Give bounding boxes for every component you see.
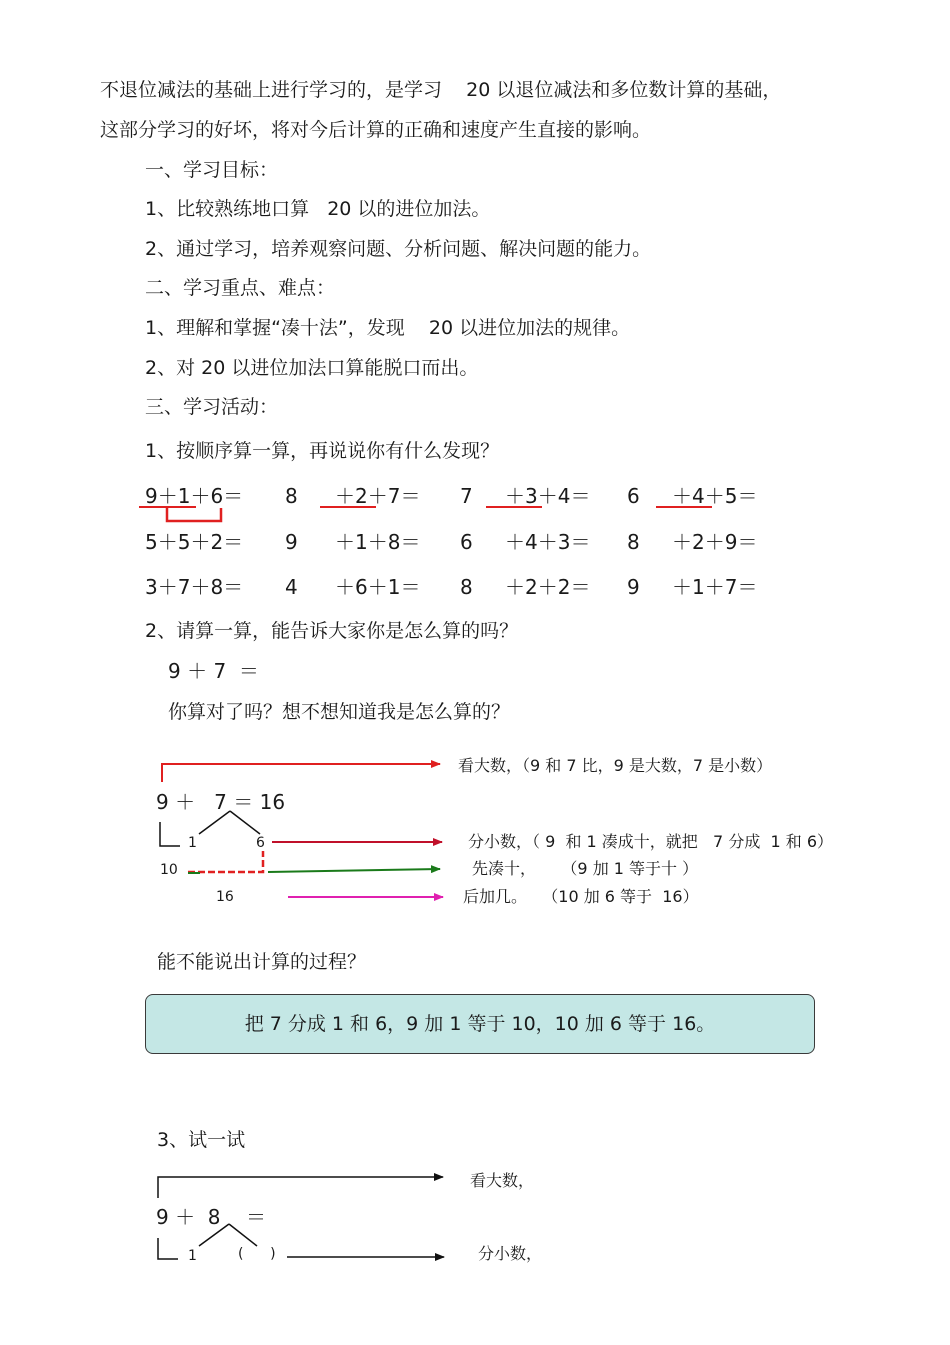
- note-add-rest: 后加几。 （10 加 6 等于 16）: [463, 887, 699, 906]
- exercise-rest: ＋6＋1＝: [335, 575, 421, 599]
- diagram-equation: 9 ＋ 7 ＝ 16: [156, 790, 286, 814]
- keypoint-item-2: 2、对 20 以进位加法口算能脱口而出。: [145, 357, 479, 379]
- keypoint-item-1: 1、理解和掌握“凑十法”，发现 20 以进位加法的规律。: [145, 317, 631, 339]
- exercise-rest: ＋4＋3＝: [505, 530, 591, 554]
- diagram-2-lines: [158, 1177, 444, 1259]
- activity-2-prompt: 2、请算一算，能告诉大家你是怎么算的吗？: [145, 620, 519, 642]
- goal-item-1: 1、比较熟练地口算 20 以的进位加法。: [145, 198, 491, 220]
- activity-3-prompt: 3、试一试: [157, 1129, 246, 1151]
- process-question: 能不能说出计算的过程？: [157, 951, 367, 973]
- diagram-ten: 10: [160, 862, 178, 878]
- intro-line-1: 不退位减法的基础上进行学习的，是学习 20 以退位减法和多位数计算的基础，: [100, 79, 782, 101]
- summary-text: 把 7 分成 1 和 6，9 加 1 等于 10，10 加 6 等于 16。: [244, 1013, 716, 1035]
- exercise-rest: ＋2＋7＝: [335, 484, 421, 508]
- exercise-first: 4: [285, 575, 298, 599]
- exercise-first: 8: [460, 575, 473, 599]
- note-look-big: 看大数，（9 和 7 比，9 是大数，7 是小数）: [458, 756, 773, 775]
- exercise-rest: ＋3＋4＝: [505, 484, 591, 508]
- exercise-first: 8: [285, 484, 298, 508]
- exercise-first: 9: [285, 530, 298, 554]
- exercise-underlines: [139, 507, 712, 521]
- exercise-first: 7: [460, 484, 473, 508]
- exercise-first: 8: [627, 530, 640, 554]
- exercise-first: 9: [627, 575, 640, 599]
- diagram-result: 16: [216, 889, 234, 905]
- activity-3-split-a: 1: [188, 1248, 197, 1264]
- exercise-rest: ＋2＋9＝: [672, 530, 758, 554]
- exercise-cell: 3＋7＋8＝: [145, 575, 244, 599]
- activity-2-equation: 9 ＋ 7 ＝: [168, 659, 259, 683]
- intro-line-2: 这部分学习的好坏，将对今后计算的正确和速度产生直接的影响。: [100, 119, 652, 141]
- exercise-cell: 9＋1＋6＝: [145, 484, 244, 508]
- diagram-split-a: 1: [188, 835, 197, 851]
- exercise-rest: ＋4＋5＝: [672, 484, 758, 508]
- activity-3-note-look-big: 看大数，: [470, 1171, 535, 1190]
- exercise-first: 6: [460, 530, 473, 554]
- activity-3-split-b: ( ): [238, 1246, 276, 1262]
- section-heading-keypoints: 二、学习重点、难点：: [145, 277, 336, 299]
- exercise-rest: ＋1＋7＝: [672, 575, 758, 599]
- note-make-ten: 先凑十， （9 加 1 等于十 ）: [472, 859, 699, 878]
- exercise-rest: ＋1＋8＝: [335, 530, 421, 554]
- exercise-first: 6: [627, 484, 640, 508]
- section-heading-activities: 三、学习活动：: [145, 396, 279, 418]
- exercise-rest: ＋2＋2＝: [505, 575, 591, 599]
- section-heading-goals: 一、学习目标：: [145, 159, 279, 181]
- diagram-split-b: 6: [256, 835, 265, 851]
- goal-item-2: 2、通过学习，培养观察问题、分析问题、解决问题的能力。: [145, 238, 652, 260]
- activity-1-prompt: 1、按顺序算一算，再说说你有什么发现？: [145, 440, 500, 462]
- diagram-1-lines: [160, 764, 443, 897]
- exercise-cell: 5＋5＋2＝: [145, 530, 244, 554]
- note-split-small: 分小数，（ 9 和 1 凑成十，就把 7 分成 1 和 6）: [468, 832, 834, 851]
- activity-3-equation: 9 ＋ 8 ＝: [156, 1205, 266, 1229]
- activity-2-question: 你算对了吗？想不想知道我是怎么算的？: [168, 701, 511, 723]
- activity-3-note-split-small: 分小数，: [478, 1244, 543, 1263]
